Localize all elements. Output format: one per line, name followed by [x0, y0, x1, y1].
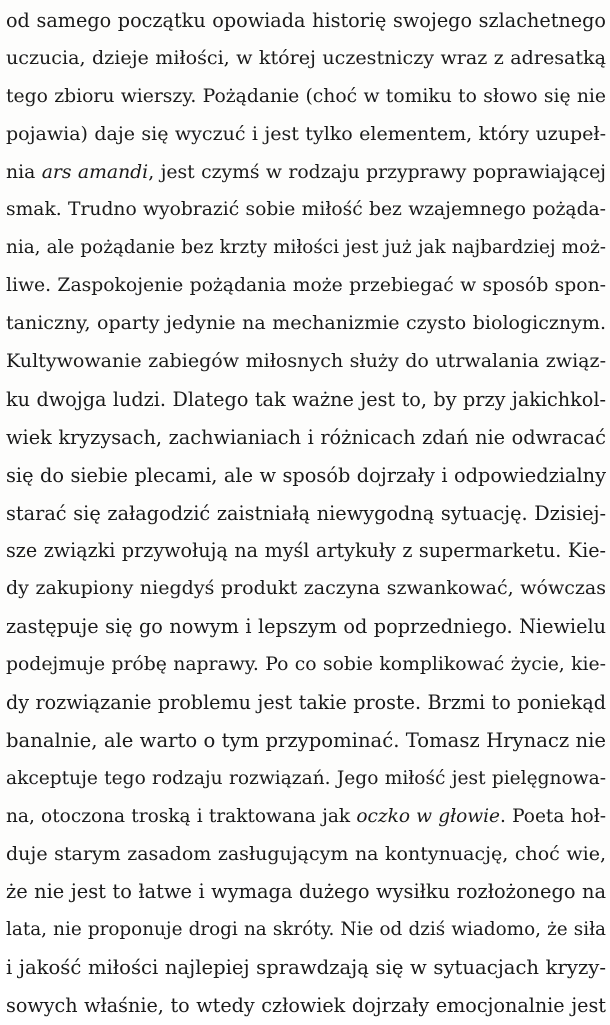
- text-segment: na, otoczona troską i traktowana jak: [6, 805, 357, 827]
- text-line: [6, 608, 606, 646]
- text-line: [6, 191, 606, 229]
- text-segment: nia, ale pożądanie bez krzty miłości jest już jak najbardziej moż-: [6, 237, 606, 259]
- text-segment: dy zakupiony niegdyś produkt zaczyna szwankować, wówczas: [6, 577, 606, 600]
- text-segment: , jest czymś w rodzaju przyprawy poprawiającej: [148, 161, 606, 183]
- text-line: [6, 684, 606, 722]
- text-line: [6, 419, 606, 457]
- text-segment: się do siebie plecami, ale w sposób dojrzały i odpowiedzialny: [6, 463, 606, 487]
- text-line: [6, 760, 606, 798]
- text-segment: tego zbioru wierszy. Pożądanie (choć w tomiku to słowo się nie: [6, 85, 606, 107]
- text-line: [6, 836, 606, 874]
- text-segment: liwe. Zaspokojenie pożądania może przebiegać w sposób spon-: [6, 275, 606, 297]
- text-line: [6, 381, 606, 419]
- text-segment: starać się załagodzić zaistniałą niewygodną sytuację. Dzisiej-: [6, 501, 606, 525]
- text-line: [6, 570, 606, 608]
- text-line: [6, 343, 606, 381]
- text-line: [6, 798, 606, 836]
- text-segment: Kultywowanie zabiegów miłosnych służy do utrwalania związ-: [6, 350, 606, 373]
- text-segment: smak. Trudno wyobrazić sobie miłość bez wzajemnego pożąda-: [6, 199, 606, 221]
- italic-phrase: ars amandi: [41, 161, 149, 183]
- text-segment: wiek kryzysach, zachwianiach i różnicach zdań nie odwracać: [6, 425, 606, 449]
- text-line: [6, 646, 606, 684]
- text-line: [6, 40, 606, 78]
- text-line: [6, 987, 606, 1025]
- text-line: [6, 267, 606, 305]
- text-segment: podejmuje próbę naprawy. Po co sobie komplikować życie, kie-: [6, 654, 606, 676]
- text-line: [6, 78, 606, 116]
- text-line: [6, 457, 606, 495]
- text-line: [6, 495, 606, 533]
- text-segment: sowych właśnie, to wtedy człowiek dojrzały emocjonalnie jest: [6, 994, 606, 1018]
- text-segment: ku dwojga ludzi. Dlatego tak ważne jest to, by przy jakichkol-: [6, 387, 606, 411]
- text-segment: pojawia) daje się wyczuć i jest tylko elementem, który uzupeł-: [6, 122, 606, 145]
- text-segment: od samego początku opowiada historię swojego szlachetnego: [6, 9, 606, 32]
- text-line: [6, 949, 606, 987]
- text-segment: duje starym zasadom zasługującym na kontynuację, choć wie,: [6, 842, 606, 865]
- text-segment: . Poeta hoł-: [500, 805, 606, 827]
- text-line: [6, 116, 606, 154]
- text-segment: lata, nie proponuje drogi na skróty. Nie od dziś wiadomo, że siła: [6, 919, 606, 941]
- text-segment: nia: [6, 161, 42, 183]
- text-line: [6, 532, 606, 570]
- text-segment: taniczny, oparty jedynie na mechanizmie czysto biologicznym.: [6, 312, 606, 335]
- text-segment: akceptuje tego rodzaju rozwiązań. Jego miłość jest pielęgnowa-: [6, 767, 606, 789]
- text-line: [6, 229, 606, 267]
- text-line: [6, 2, 606, 40]
- text-line: [6, 305, 606, 343]
- italic-phrase: oczko w głowie: [356, 805, 501, 827]
- text-segment: że nie jest to łatwe i wymaga dużego wysiłku rozłożonego na: [6, 880, 606, 904]
- text-line: [6, 873, 606, 911]
- body-text: [6, 2, 606, 1025]
- text-line: [6, 154, 606, 192]
- text-line: [6, 911, 606, 949]
- text-segment: i jakość miłości najlepiej sprawdzają się w sytuacjach kryzy-: [6, 956, 606, 980]
- text-segment: banalnie, ale warto o tym przypominać. Tomasz Hrynacz nie: [6, 728, 606, 752]
- text-segment: dy rozwiązanie problemu jest takie proste. Brzmi to poniekąd: [6, 691, 606, 715]
- text-segment: uczucia, dzieje miłości, w której uczestniczy wraz z adresatką: [6, 46, 606, 69]
- text-segment: zastępuje się go nowym i lepszym od poprzedniego. Niewielu: [6, 615, 606, 639]
- text-segment: sze związki przywołują na myśl artykuły z supermarketu. Kie-: [6, 539, 606, 563]
- text-line: [6, 722, 606, 760]
